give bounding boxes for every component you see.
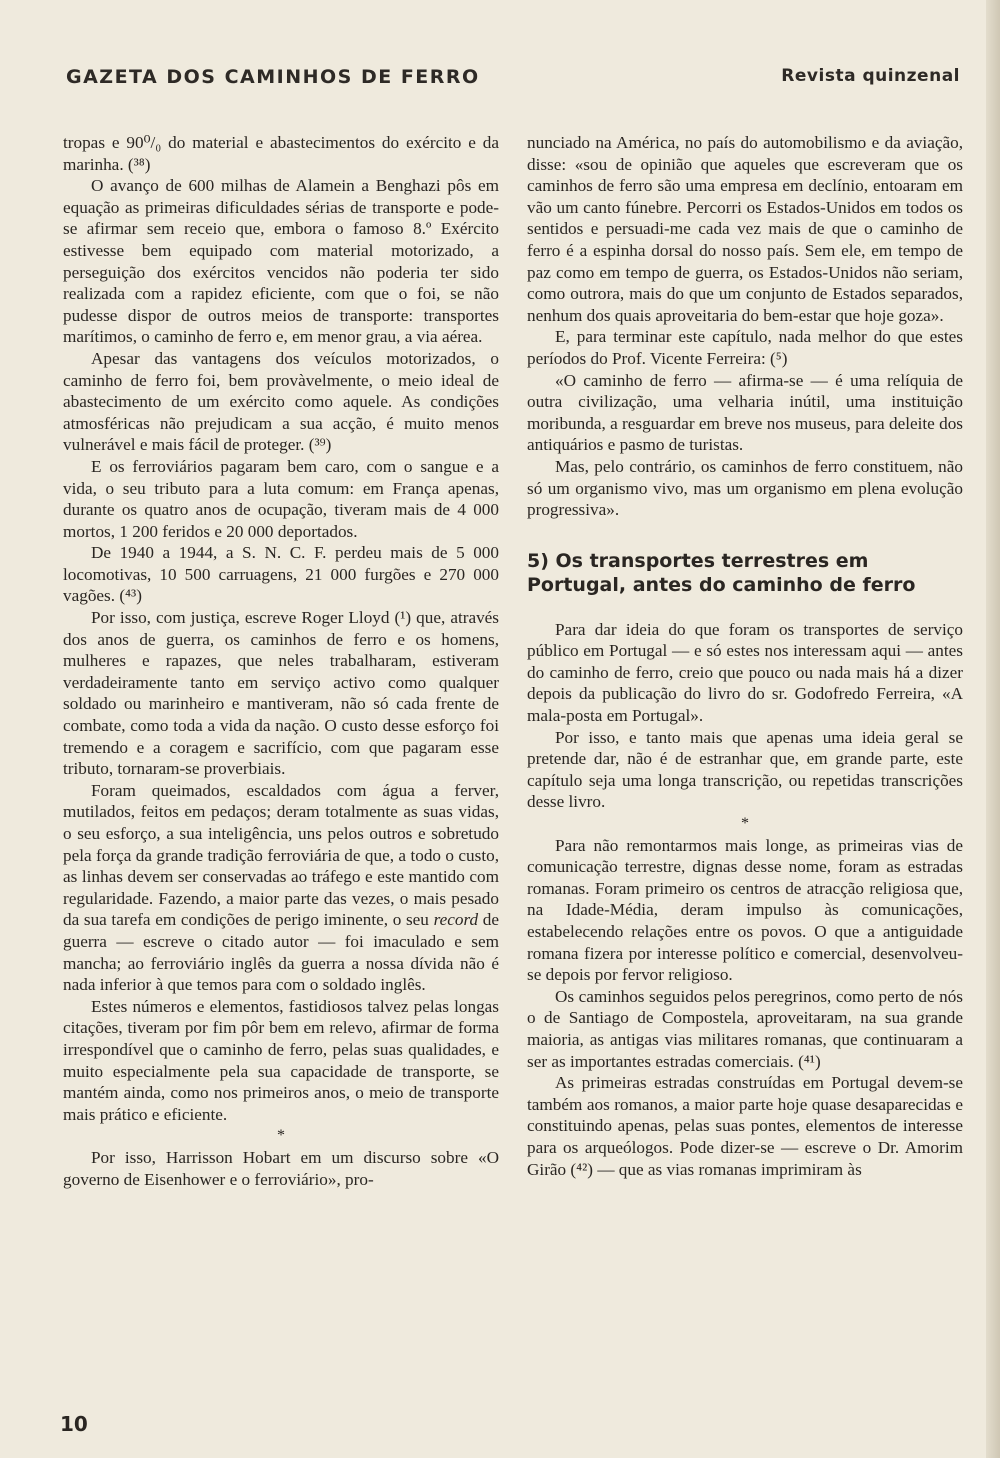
paragraph: «O caminho de ferro — afirma-se — é uma relíquia de outra civilização, uma velharia inútil, uma instituição moribunda, a resguardar em breve nos museus, para deleite dos antiquários e pasmo de turistas. — [527, 370, 963, 455]
paragraph: nunciado na América, no país do automobilismo e da aviação, disse: «sou de opinião que aqueles que escreveram que os caminhos de ferro são uma empresa em declínio, entoaram em vão um canto fúnebre. Percorri os Estados-Unidos em todos os sentidos e persuadi-me cada vez mais de que o caminho de ferro é a espinha dorsal do nosso país. Sem ele, em tempo de paz como em tempo de guerra, os Estados-Unidos não seriam, como outrora, mais do que um conjunto de Estados separados, nenhum dos quais aproveitaria do bem-estar que hoje goza». — [527, 133, 963, 325]
paragraph: Mas, pelo contrário, os caminhos de ferro constituem, não só um organismo vivo, mas um organismo em plena evolução progressiva». — [527, 456, 963, 520]
paragraph: Para dar ideia do que foram os transportes de serviço público em Portugal — e só estes nos interessam aqui — antes do caminho de ferro, creio que pouco ou nada mais há a dizer depois da publicação do livro do sr. Godofredo Ferreira, «A mala-posta em Portugal». — [527, 619, 963, 726]
paragraph: As primeiras estradas construídas em Portugal devem-se também aos romanos, a maior parte hoje quase desaparecidas e constituindo apenas, pelas suas pontes, elementos de interesse para os arqueólogos. Pode dizer-se — escreve o Dr. Amorim Girão (⁴²) — que as vias romanas imprimiram às — [527, 1073, 963, 1179]
left-column — [63, 132, 499, 1190]
section-heading: 5) Os transportes terrestres em Portugal, antes do caminho de ferro — [527, 549, 916, 596]
paragraph — [63, 780, 499, 996]
journal-subtitle: Revista quinzenal — [781, 66, 960, 86]
paragraph: Estes números e elementos, fastidiosos talvez pelas longas citações, tiveram por fim pôr bem em relevo, afirmar de forma irrespondível que o caminho de ferro, pelas suas qualidades, e muito especialmente pela sua capacidade de transporte, se mantém ainda, como nos primeiros anos, o meio de transporte mais prático e eficiente. — [63, 996, 499, 1124]
page-number: 10 — [60, 1412, 88, 1436]
section-separator: * — [741, 815, 749, 833]
journal-title: GAZETA DOS CAMINHOS DE FERRO — [66, 66, 480, 88]
paragraph: Apesar das vantagens dos veículos motorizados, o caminho de ferro foi, bem provàvelmente, o meio ideal de abastecimento de um exército como aquele. As condições atmosféricas não prejudicam a sua acção, é muito menos vulnerável e mais fácil de proteger. (³⁹) — [63, 348, 499, 455]
page-header — [66, 66, 960, 98]
right-column — [527, 132, 963, 1180]
section-separator: * — [277, 1127, 285, 1145]
paragraph: Por isso, Harrisson Hobart em um discurso sobre «O governo de Eisenhower e o ferroviário», pro- — [63, 1147, 499, 1189]
paragraph: E, para terminar este capítulo, nada melhor do que estes períodos do Prof. Vicente Ferreira: (⁵) — [527, 327, 963, 368]
paragraph: Para não remontarmos mais longe, as primeiras vias de comunicação terrestre, dignas desse nome, foram as estradas romanas. Foram primeiro os centros de atracção religiosa que, na Idade-Média, deram impulso às comunicações, estabelecendo relações entre os povos. O que a antiguidade romana fizera por interesse político e comercial, desenvolveu-se depois por fervor religioso. — [527, 835, 963, 985]
paragraph: tropas e 90⁰/₀ do material e abastecimentos do exército e da marinha. (³⁸) — [63, 133, 499, 174]
page-edge-shadow — [986, 0, 1000, 1458]
paragraph: Por isso, com justiça, escreve Roger Lloyd (¹) que, através dos anos de guerra, os caminhos de ferro e os homens, mulheres e rapazes, que neles trabalharam, estiveram verdadeiramente tanto em serviço activo como qualquer soldado ou marinheiro e mantiveram, não só cada frente de combate, como toda a vida da nação. O custo desse esforço foi tremendo e a coragem e sacrifício, com que pagaram esse tributo, tornaram-se proverbiais. — [63, 608, 499, 779]
paragraph: Os caminhos seguidos pelos peregrinos, como perto de nós o de Santiago de Compostela, aproveitaram, na sua grande maioria, as antigas vias militares romanas, que continuaram a ser as importantes estradas comerciais. (⁴¹) — [527, 986, 963, 1071]
text-run: de guerra — escreve o citado autor — foi imaculado e sem mancha; ao ferroviário inglês da guerra a nossa dívida não é nada inferior à que temos para com o soldado inglês. — [63, 910, 499, 995]
paragraph: De 1940 a 1944, a S. N. C. F. perdeu mais de 5 000 locomotivas, 10 500 carruagens, 21 000 furgões e 270 000 vagões. (⁴³) — [63, 543, 499, 606]
paragraph: E os ferroviários pagaram bem caro, com o sangue e a vida, o seu tributo para a luta comum: em França apenas, durante os quatro anos de ocupação, tiveram mais de 4 000 mortos, 1 200 feridos e 20 000 deportados. — [63, 456, 499, 541]
text-run: Foram queimados, escaldados com água a ferver, mutilados, feitos em pedaços; deram totalmente as suas vidas, o seu esforço, a sua inteligência, uns pelos outros e sobretudo pela força da grande tradição ferroviária de que, a todo o custo, as linhas devem ser conservadas ao tráfego e este mantido com regularidade. Fazendo, a maior parte das vezes, o mais pesado da sua tarefa em condições de perigo iminente, o seu — [63, 780, 499, 930]
emphasis-text: record — [433, 910, 479, 930]
paragraph: O avanço de 600 milhas de Alamein a Benghazi pôs em equação as primeiras dificuldades sérias de transporte e pode-se afirmar sem receio que, embora o famoso 8.º Exército estivesse bem equipado com material motorizado, a perseguição dos exércitos vencidos não poderia ter sido realizada com a rapidez eficiente, com que o foi, se não pudesse dispor de outros meios de transporte: transportes marítimos, o caminho de ferro e, em menor grau, a via aérea. — [63, 176, 499, 347]
paragraph: Por isso, e tanto mais que apenas uma ideia geral se pretende dar, não é de estranhar que, em grande parte, este capítulo seja uma longa transcrição, ou repetidas transcrições desse livro. — [527, 727, 963, 812]
